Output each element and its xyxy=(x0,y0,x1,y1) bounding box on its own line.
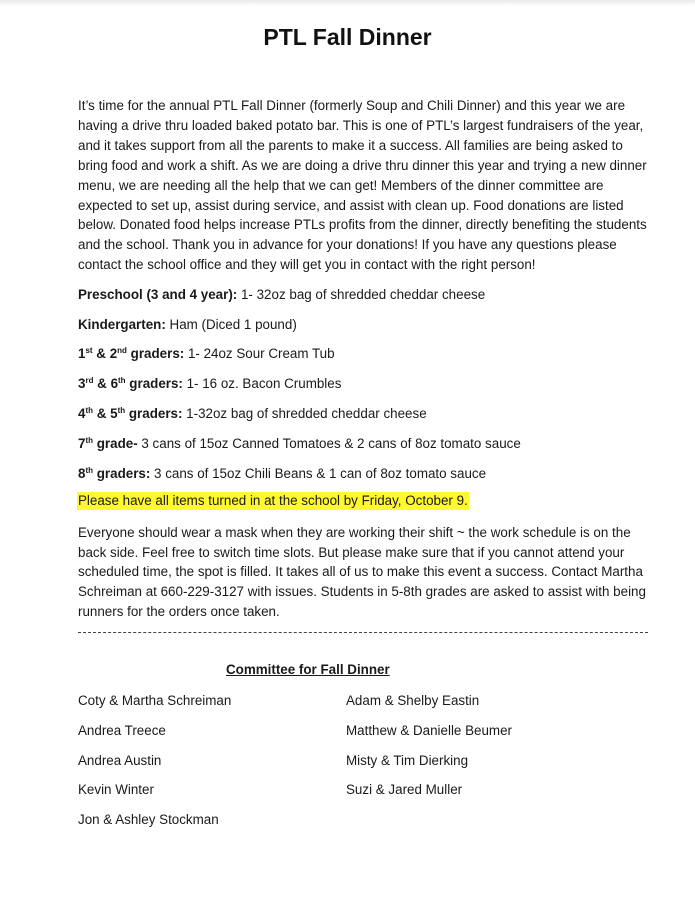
donation-preschool xyxy=(78,286,485,304)
committee-member: Andrea Treece xyxy=(78,723,166,738)
committee-member: Misty & Tim Dierking xyxy=(346,753,469,768)
donation-label: Kindergarten: xyxy=(78,317,166,332)
dashed-divider xyxy=(78,632,648,633)
donation-item: Ham (Diced 1 pound) xyxy=(165,317,297,332)
committee-member: Coty & Martha Schreiman xyxy=(78,693,232,708)
committee-title: Committee for Fall Dinner xyxy=(226,662,390,677)
donation-item: 3 cans of 15oz Chili Beans & 1 can of 8oz tomato sauce xyxy=(150,466,487,481)
donation-label: Preschool (3 and 4 year): xyxy=(78,287,238,302)
donation-label: 8th graders: xyxy=(78,466,151,481)
donation-label: 1st & 2nd graders: xyxy=(78,346,185,361)
donation-7th xyxy=(78,435,521,453)
donation-item: 1-32oz bag of shredded cheddar cheese xyxy=(182,406,427,421)
donation-1st-2nd xyxy=(78,345,335,363)
donation-item: 1- 32oz bag of shredded cheddar cheese xyxy=(237,287,486,302)
committee-member: Kevin Winter xyxy=(78,782,154,797)
top-shadow xyxy=(0,0,695,6)
committee-member: Jon & Ashley Stockman xyxy=(78,812,219,827)
donation-item: 3 cans of 15oz Canned Tomatoes & 2 cans of 8oz tomato sauce xyxy=(137,436,521,451)
page-title: PTL Fall Dinner xyxy=(263,24,432,50)
committee-member: Andrea Austin xyxy=(78,753,162,768)
donation-8th xyxy=(78,465,486,483)
committee-member: Suzi & Jared Muller xyxy=(346,782,463,797)
closing-paragraph: Everyone should wear a mask when they are working their shift ~ the work schedule is on the back side. Feel free to switch time slots. But please make sure that if you cannot attend your scheduled time, the spot is filled. It takes all of us to make this event a success. Contact Martha Schreiman at 660-229-3127 with issues. Students in 5-8th grades are asked to assist with being runners for the orders once taken. xyxy=(78,525,646,619)
committee-member: Matthew & Danielle Beumer xyxy=(346,723,512,738)
donation-label: 4th & 5th graders: xyxy=(78,406,183,421)
intro-paragraph: It’s time for the annual PTL Fall Dinner (formerly Soup and Chili Dinner) and this year we are having a drive thru loaded baked potato bar. This is one of PTL’s largest fundraisers of the year, and it takes support from all the parents to make it a success. All families are being asked to bring food and work a shift. As we are doing a drive thru dinner this year and trying a new dinner menu, we are needing all the help that we can get! Members of the dinner committee are expected to set up, assist during service, and assist with clean up. Food donations are listed below. Donated food helps increase PTLs profits from the dinner, directly benefiting the students and the school. Thank you in advance for your donations! If you have any questions please contact the school office and they will get you in contact with the right person! xyxy=(78,98,647,273)
donation-item: 1- 24oz Sour Cream Tub xyxy=(184,346,335,361)
donation-3rd-6th xyxy=(78,375,341,393)
donation-item: 1- 16 oz. Bacon Crumbles xyxy=(182,376,342,391)
donation-label: 3rd & 6th graders: xyxy=(78,376,183,391)
deadline-highlight: Please have all items turned in at the school by Friday, October 9. xyxy=(78,493,468,508)
committee-member: Adam & Shelby Eastin xyxy=(346,693,480,708)
donation-kindergarten xyxy=(78,316,297,334)
donation-4th-5th xyxy=(78,405,427,423)
donation-label: 7th grade- xyxy=(78,436,138,451)
